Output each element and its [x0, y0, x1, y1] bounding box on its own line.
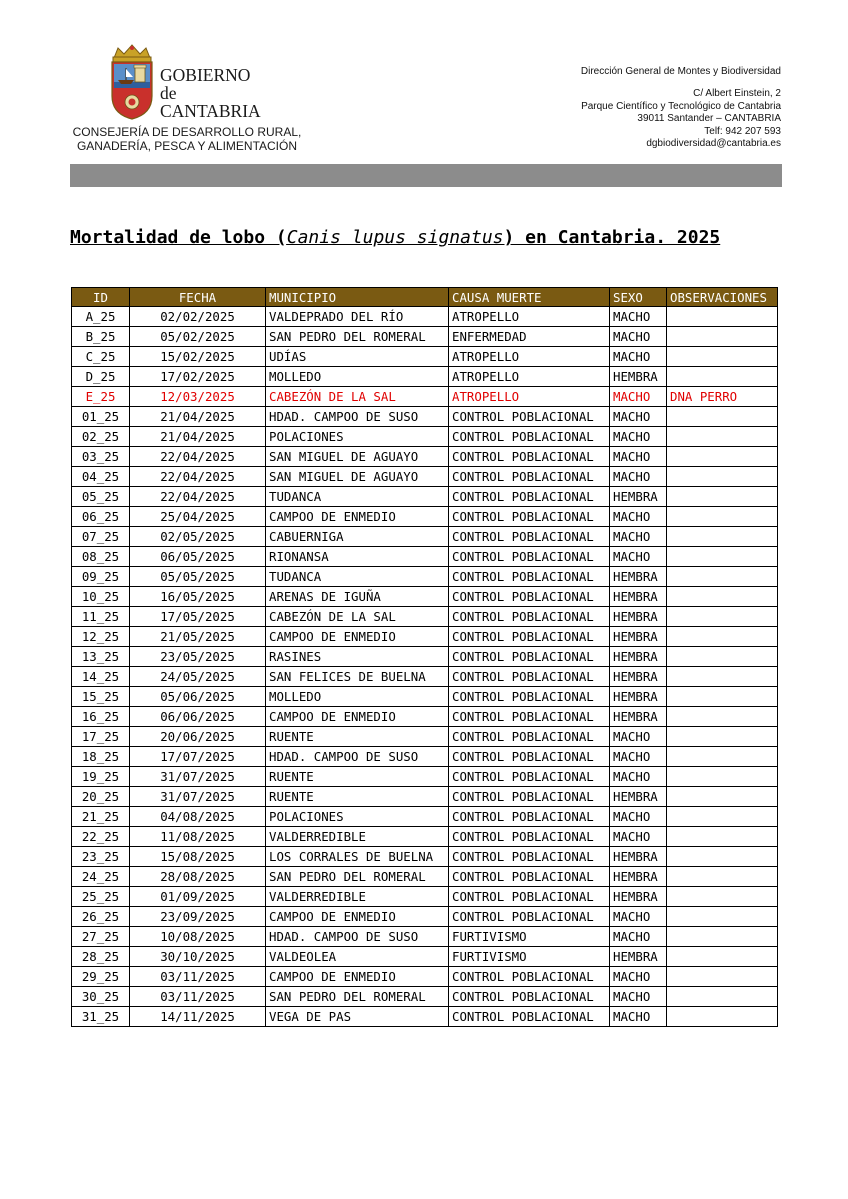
cell-causa: CONTROL POBLACIONAL [449, 967, 610, 987]
cell-obs [667, 467, 778, 487]
title-suffix: ) en Cantabria. 2025 [503, 227, 721, 248]
cell-causa: CONTROL POBLACIONAL [449, 687, 610, 707]
cell-obs [667, 647, 778, 667]
table-row [72, 807, 778, 827]
address-line: 39011 Santander – CANTABRIA [637, 113, 781, 125]
cell-fecha: 22/04/2025 [130, 467, 266, 487]
cell-municipio: SAN PEDRO DEL ROMERAL [266, 327, 449, 347]
table-row [72, 907, 778, 927]
cell-id: 28_25 [72, 947, 130, 967]
cell-fecha: 06/06/2025 [130, 707, 266, 727]
cell-sexo: MACHO [610, 507, 667, 527]
cell-obs [667, 747, 778, 767]
cell-municipio: SAN PEDRO DEL ROMERAL [266, 987, 449, 1007]
cell-sexo: MACHO [610, 307, 667, 327]
table-body [72, 307, 778, 1027]
cell-id: 17_25 [72, 727, 130, 747]
cell-obs [667, 587, 778, 607]
cell-municipio: HDAD. CAMPOO DE SUSO [266, 407, 449, 427]
column-header-id: ID [72, 288, 130, 307]
cell-sexo: HEMBRA [610, 367, 667, 387]
cantabria-coat-of-arms-icon [108, 44, 156, 120]
cell-causa: CONTROL POBLACIONAL [449, 407, 610, 427]
cell-causa: CONTROL POBLACIONAL [449, 847, 610, 867]
table-row [72, 467, 778, 487]
cell-fecha: 31/07/2025 [130, 787, 266, 807]
cell-fecha: 12/03/2025 [130, 387, 266, 407]
cell-causa: CONTROL POBLACIONAL [449, 587, 610, 607]
cell-id: 26_25 [72, 907, 130, 927]
table-row [72, 867, 778, 887]
cell-sexo: MACHO [610, 327, 667, 347]
cell-id: 22_25 [72, 827, 130, 847]
header-divider-band [70, 164, 782, 187]
cell-fecha: 01/09/2025 [130, 887, 266, 907]
cell-obs [667, 947, 778, 967]
column-header-municipio: MUNICIPIO [266, 288, 449, 307]
phone-line: Telf: 942 207 593 [704, 125, 781, 137]
cell-id: 14_25 [72, 667, 130, 687]
cell-id: 16_25 [72, 707, 130, 727]
table-row [72, 627, 778, 647]
cell-sexo: MACHO [610, 1007, 667, 1027]
cell-obs [667, 527, 778, 547]
cell-id: 27_25 [72, 927, 130, 947]
cell-obs [667, 547, 778, 567]
cell-municipio: SAN PEDRO DEL ROMERAL [266, 867, 449, 887]
cell-fecha: 22/04/2025 [130, 487, 266, 507]
cell-municipio: VALDEPRADO DEL RÍO [266, 307, 449, 327]
cell-municipio: CAMPOO DE ENMEDIO [266, 627, 449, 647]
cell-fecha: 24/05/2025 [130, 667, 266, 687]
cell-municipio: VALDEOLEA [266, 947, 449, 967]
cell-obs [667, 1007, 778, 1027]
table-row [72, 667, 778, 687]
cell-id: 09_25 [72, 567, 130, 587]
cell-fecha: 21/04/2025 [130, 427, 266, 447]
cell-fecha: 22/04/2025 [130, 447, 266, 467]
address-line: C/ Albert Einstein, 2 [693, 88, 781, 100]
government-name [160, 66, 261, 120]
cell-municipio: SAN MIGUEL DE AGUAYO [266, 467, 449, 487]
cell-sexo: MACHO [610, 807, 667, 827]
cell-municipio: SAN MIGUEL DE AGUAYO [266, 447, 449, 467]
cell-fecha: 17/02/2025 [130, 367, 266, 387]
cell-sexo: MACHO [610, 747, 667, 767]
cell-fecha: 15/08/2025 [130, 847, 266, 867]
cell-obs [667, 687, 778, 707]
table-row [72, 767, 778, 787]
cell-obs [667, 307, 778, 327]
cell-obs [667, 327, 778, 347]
column-header-fecha: FECHA [130, 288, 266, 307]
table-row [72, 527, 778, 547]
cell-id: 05_25 [72, 487, 130, 507]
cell-municipio: CABEZÓN DE LA SAL [266, 607, 449, 627]
cell-causa: ATROPELLO [449, 387, 610, 407]
cell-fecha: 21/04/2025 [130, 407, 266, 427]
cell-obs [667, 987, 778, 1007]
cell-id: 13_25 [72, 647, 130, 667]
cell-obs [667, 667, 778, 687]
cell-id: 11_25 [72, 607, 130, 627]
table-row [72, 567, 778, 587]
cell-causa: CONTROL POBLACIONAL [449, 787, 610, 807]
cell-id: 04_25 [72, 467, 130, 487]
consejeria-name [62, 126, 312, 153]
cell-obs [667, 347, 778, 367]
cell-municipio: RASINES [266, 647, 449, 667]
table-row [72, 507, 778, 527]
column-header-observaciones: OBSERVACIONES [667, 288, 778, 307]
cell-fecha: 21/05/2025 [130, 627, 266, 647]
cell-sexo: HEMBRA [610, 567, 667, 587]
cell-causa: ATROPELLO [449, 347, 610, 367]
cell-fecha: 23/09/2025 [130, 907, 266, 927]
table-row [72, 947, 778, 967]
cell-fecha: 11/08/2025 [130, 827, 266, 847]
cell-municipio: VEGA DE PAS [266, 1007, 449, 1027]
cell-causa: CONTROL POBLACIONAL [449, 507, 610, 527]
cell-municipio: TUDANCA [266, 567, 449, 587]
cell-fecha: 31/07/2025 [130, 767, 266, 787]
cell-id: 03_25 [72, 447, 130, 467]
logo-block [62, 44, 312, 156]
consejeria-line: CONSEJERÍA DE DESARROLLO RURAL, [72, 125, 302, 139]
title-prefix: Mortalidad de lobo ( [70, 227, 287, 248]
cell-municipio: CABUERNIGA [266, 527, 449, 547]
table-row [72, 407, 778, 427]
cell-municipio: POLACIONES [266, 427, 449, 447]
cell-fecha: 05/06/2025 [130, 687, 266, 707]
cell-causa: CONTROL POBLACIONAL [449, 467, 610, 487]
table-row [72, 707, 778, 727]
cell-obs [667, 907, 778, 927]
cell-id: 31_25 [72, 1007, 130, 1027]
cell-fecha: 15/02/2025 [130, 347, 266, 367]
cell-causa: CONTROL POBLACIONAL [449, 867, 610, 887]
cell-id: 21_25 [72, 807, 130, 827]
cell-municipio: HDAD. CAMPOO DE SUSO [266, 927, 449, 947]
title-species: Canis lupus signatus [286, 227, 504, 248]
consejeria-line: GANADERÍA, PESCA Y ALIMENTACIÓN [76, 138, 298, 153]
cell-causa: ENFERMEDAD [449, 327, 610, 347]
cell-obs [667, 707, 778, 727]
cell-sexo: HEMBRA [610, 867, 667, 887]
cell-sexo: MACHO [610, 987, 667, 1007]
table-row [72, 587, 778, 607]
cell-fecha: 05/05/2025 [130, 567, 266, 587]
cell-id: E_25 [72, 387, 130, 407]
cell-causa: CONTROL POBLACIONAL [449, 487, 610, 507]
address-block [581, 66, 781, 150]
cell-municipio: CAMPOO DE ENMEDIO [266, 507, 449, 527]
table-row [72, 347, 778, 367]
cell-sexo: MACHO [610, 447, 667, 467]
gov-line: de [160, 83, 177, 103]
cell-causa: FURTIVISMO [449, 947, 610, 967]
cell-causa: CONTROL POBLACIONAL [449, 627, 610, 647]
gov-line: GOBIERNO [160, 65, 251, 85]
cell-municipio: SAN FELICES DE BUELNA [266, 667, 449, 687]
cell-id: 06_25 [72, 507, 130, 527]
cell-obs [667, 967, 778, 987]
cell-municipio: UDÍAS [266, 347, 449, 367]
column-header-sexo: SEXO [610, 288, 667, 307]
table-row [72, 987, 778, 1007]
cell-municipio: CAMPOO DE ENMEDIO [266, 707, 449, 727]
cell-obs [667, 567, 778, 587]
cell-obs [667, 407, 778, 427]
cell-obs [667, 787, 778, 807]
cell-obs [667, 627, 778, 647]
cell-obs [667, 427, 778, 447]
document-title [70, 227, 720, 248]
table-row [72, 847, 778, 867]
table-row [72, 387, 778, 407]
email-line: dgbiodiversidad@cantabria.es [646, 138, 781, 150]
cell-municipio: TUDANCA [266, 487, 449, 507]
gov-line: CANTABRIA [160, 101, 261, 121]
table-row [72, 787, 778, 807]
cell-sexo: HEMBRA [610, 607, 667, 627]
cell-id: 30_25 [72, 987, 130, 1007]
cell-fecha: 23/05/2025 [130, 647, 266, 667]
cell-causa: CONTROL POBLACIONAL [449, 567, 610, 587]
cell-sexo: MACHO [610, 347, 667, 367]
cell-sexo: MACHO [610, 387, 667, 407]
cell-obs [667, 607, 778, 627]
cell-sexo: MACHO [610, 467, 667, 487]
cell-sexo: MACHO [610, 727, 667, 747]
cell-sexo: MACHO [610, 427, 667, 447]
cell-id: D_25 [72, 367, 130, 387]
cell-obs [667, 927, 778, 947]
cell-fecha: 03/11/2025 [130, 967, 266, 987]
cell-municipio: RUENTE [266, 727, 449, 747]
cell-sexo: HEMBRA [610, 787, 667, 807]
cell-causa: CONTROL POBLACIONAL [449, 887, 610, 907]
cell-causa: CONTROL POBLACIONAL [449, 807, 610, 827]
cell-municipio: HDAD. CAMPOO DE SUSO [266, 747, 449, 767]
cell-causa: ATROPELLO [449, 367, 610, 387]
department-name: Dirección General de Montes y Biodiversidad [580, 66, 781, 77]
cell-sexo: HEMBRA [610, 847, 667, 867]
wolf-mortality-table [71, 287, 778, 1027]
table-row [72, 487, 778, 507]
cell-municipio: RUENTE [266, 767, 449, 787]
cell-sexo: HEMBRA [610, 627, 667, 647]
cell-fecha: 16/05/2025 [130, 587, 266, 607]
cell-sexo: MACHO [610, 527, 667, 547]
cell-municipio: MOLLEDO [266, 367, 449, 387]
cell-obs [667, 887, 778, 907]
cell-sexo: MACHO [610, 547, 667, 567]
table-row [72, 367, 778, 387]
cell-causa: CONTROL POBLACIONAL [449, 447, 610, 467]
cell-fecha: 02/05/2025 [130, 527, 266, 547]
cell-sexo: MACHO [610, 907, 667, 927]
table-row [72, 827, 778, 847]
cell-causa: CONTROL POBLACIONAL [449, 907, 610, 927]
cell-causa: CONTROL POBLACIONAL [449, 527, 610, 547]
cell-obs [667, 507, 778, 527]
cell-sexo: HEMBRA [610, 947, 667, 967]
cell-sexo: HEMBRA [610, 887, 667, 907]
cell-causa: CONTROL POBLACIONAL [449, 747, 610, 767]
cell-causa: CONTROL POBLACIONAL [449, 727, 610, 747]
cell-obs [667, 847, 778, 867]
cell-obs [667, 807, 778, 827]
cell-obs [667, 487, 778, 507]
cell-id: 24_25 [72, 867, 130, 887]
cell-obs [667, 447, 778, 467]
cell-id: 29_25 [72, 967, 130, 987]
table-row [72, 887, 778, 907]
cell-municipio: POLACIONES [266, 807, 449, 827]
cell-fecha: 17/07/2025 [130, 747, 266, 767]
table-row [72, 747, 778, 767]
cell-id: 19_25 [72, 767, 130, 787]
cell-sexo: HEMBRA [610, 667, 667, 687]
cell-fecha: 14/11/2025 [130, 1007, 266, 1027]
cell-fecha: 30/10/2025 [130, 947, 266, 967]
cell-obs [667, 727, 778, 747]
cell-id: 07_25 [72, 527, 130, 547]
cell-sexo: MACHO [610, 827, 667, 847]
cell-fecha: 25/04/2025 [130, 507, 266, 527]
cell-causa: CONTROL POBLACIONAL [449, 767, 610, 787]
cell-id: A_25 [72, 307, 130, 327]
cell-fecha: 06/05/2025 [130, 547, 266, 567]
cell-causa: CONTROL POBLACIONAL [449, 1007, 610, 1027]
table-row [72, 727, 778, 747]
cell-municipio: RUENTE [266, 787, 449, 807]
address-line: Parque Científico y Tecnológico de Cantabria [581, 100, 781, 112]
table-header-row [72, 288, 778, 307]
table-row [72, 647, 778, 667]
cell-fecha: 10/08/2025 [130, 927, 266, 947]
cell-fecha: 17/05/2025 [130, 607, 266, 627]
cell-fecha: 05/02/2025 [130, 327, 266, 347]
cell-fecha: 04/08/2025 [130, 807, 266, 827]
table-row [72, 307, 778, 327]
cell-id: 15_25 [72, 687, 130, 707]
cell-obs [667, 767, 778, 787]
cell-id: 20_25 [72, 787, 130, 807]
cell-id: 10_25 [72, 587, 130, 607]
cell-id: C_25 [72, 347, 130, 367]
cell-fecha: 20/06/2025 [130, 727, 266, 747]
cell-municipio: VALDERREDIBLE [266, 827, 449, 847]
table-row [72, 447, 778, 467]
cell-obs: DNA PERRO [667, 387, 778, 407]
table-row [72, 427, 778, 447]
cell-fecha: 02/02/2025 [130, 307, 266, 327]
cell-municipio: CAMPOO DE ENMEDIO [266, 907, 449, 927]
table-row [72, 327, 778, 347]
cell-municipio: RIONANSA [266, 547, 449, 567]
cell-sexo: MACHO [610, 927, 667, 947]
column-header-causa: CAUSA MUERTE [449, 288, 610, 307]
cell-causa: CONTROL POBLACIONAL [449, 547, 610, 567]
cell-obs [667, 367, 778, 387]
cell-sexo: HEMBRA [610, 587, 667, 607]
cell-id: 01_25 [72, 407, 130, 427]
cell-municipio: LOS CORRALES DE BUELNA [266, 847, 449, 867]
cell-sexo: HEMBRA [610, 487, 667, 507]
cell-municipio: CABEZÓN DE LA SAL [266, 387, 449, 407]
cell-sexo: HEMBRA [610, 707, 667, 727]
cell-causa: CONTROL POBLACIONAL [449, 987, 610, 1007]
cell-id: 25_25 [72, 887, 130, 907]
cell-fecha: 03/11/2025 [130, 987, 266, 1007]
cell-municipio: CAMPOO DE ENMEDIO [266, 967, 449, 987]
cell-causa: CONTROL POBLACIONAL [449, 647, 610, 667]
table-row [72, 547, 778, 567]
cell-id: 12_25 [72, 627, 130, 647]
cell-obs [667, 827, 778, 847]
table-row [72, 687, 778, 707]
cell-id: 02_25 [72, 427, 130, 447]
cell-municipio: MOLLEDO [266, 687, 449, 707]
cell-causa: CONTROL POBLACIONAL [449, 707, 610, 727]
table-row [72, 967, 778, 987]
cell-causa: CONTROL POBLACIONAL [449, 427, 610, 447]
cell-causa: CONTROL POBLACIONAL [449, 827, 610, 847]
cell-obs [667, 867, 778, 887]
cell-causa: ATROPELLO [449, 307, 610, 327]
cell-fecha: 28/08/2025 [130, 867, 266, 887]
cell-sexo: MACHO [610, 967, 667, 987]
cell-sexo: HEMBRA [610, 687, 667, 707]
cell-causa: CONTROL POBLACIONAL [449, 607, 610, 627]
cell-id: 23_25 [72, 847, 130, 867]
cell-id: 18_25 [72, 747, 130, 767]
cell-id: B_25 [72, 327, 130, 347]
table-row [72, 927, 778, 947]
cell-sexo: HEMBRA [610, 647, 667, 667]
cell-sexo: MACHO [610, 407, 667, 427]
cell-sexo: MACHO [610, 767, 667, 787]
table-row [72, 607, 778, 627]
table-row [72, 1007, 778, 1027]
cell-causa: FURTIVISMO [449, 927, 610, 947]
cell-causa: CONTROL POBLACIONAL [449, 667, 610, 687]
cell-municipio: ARENAS DE IGUÑA [266, 587, 449, 607]
cell-municipio: VALDERREDIBLE [266, 887, 449, 907]
cell-id: 08_25 [72, 547, 130, 567]
